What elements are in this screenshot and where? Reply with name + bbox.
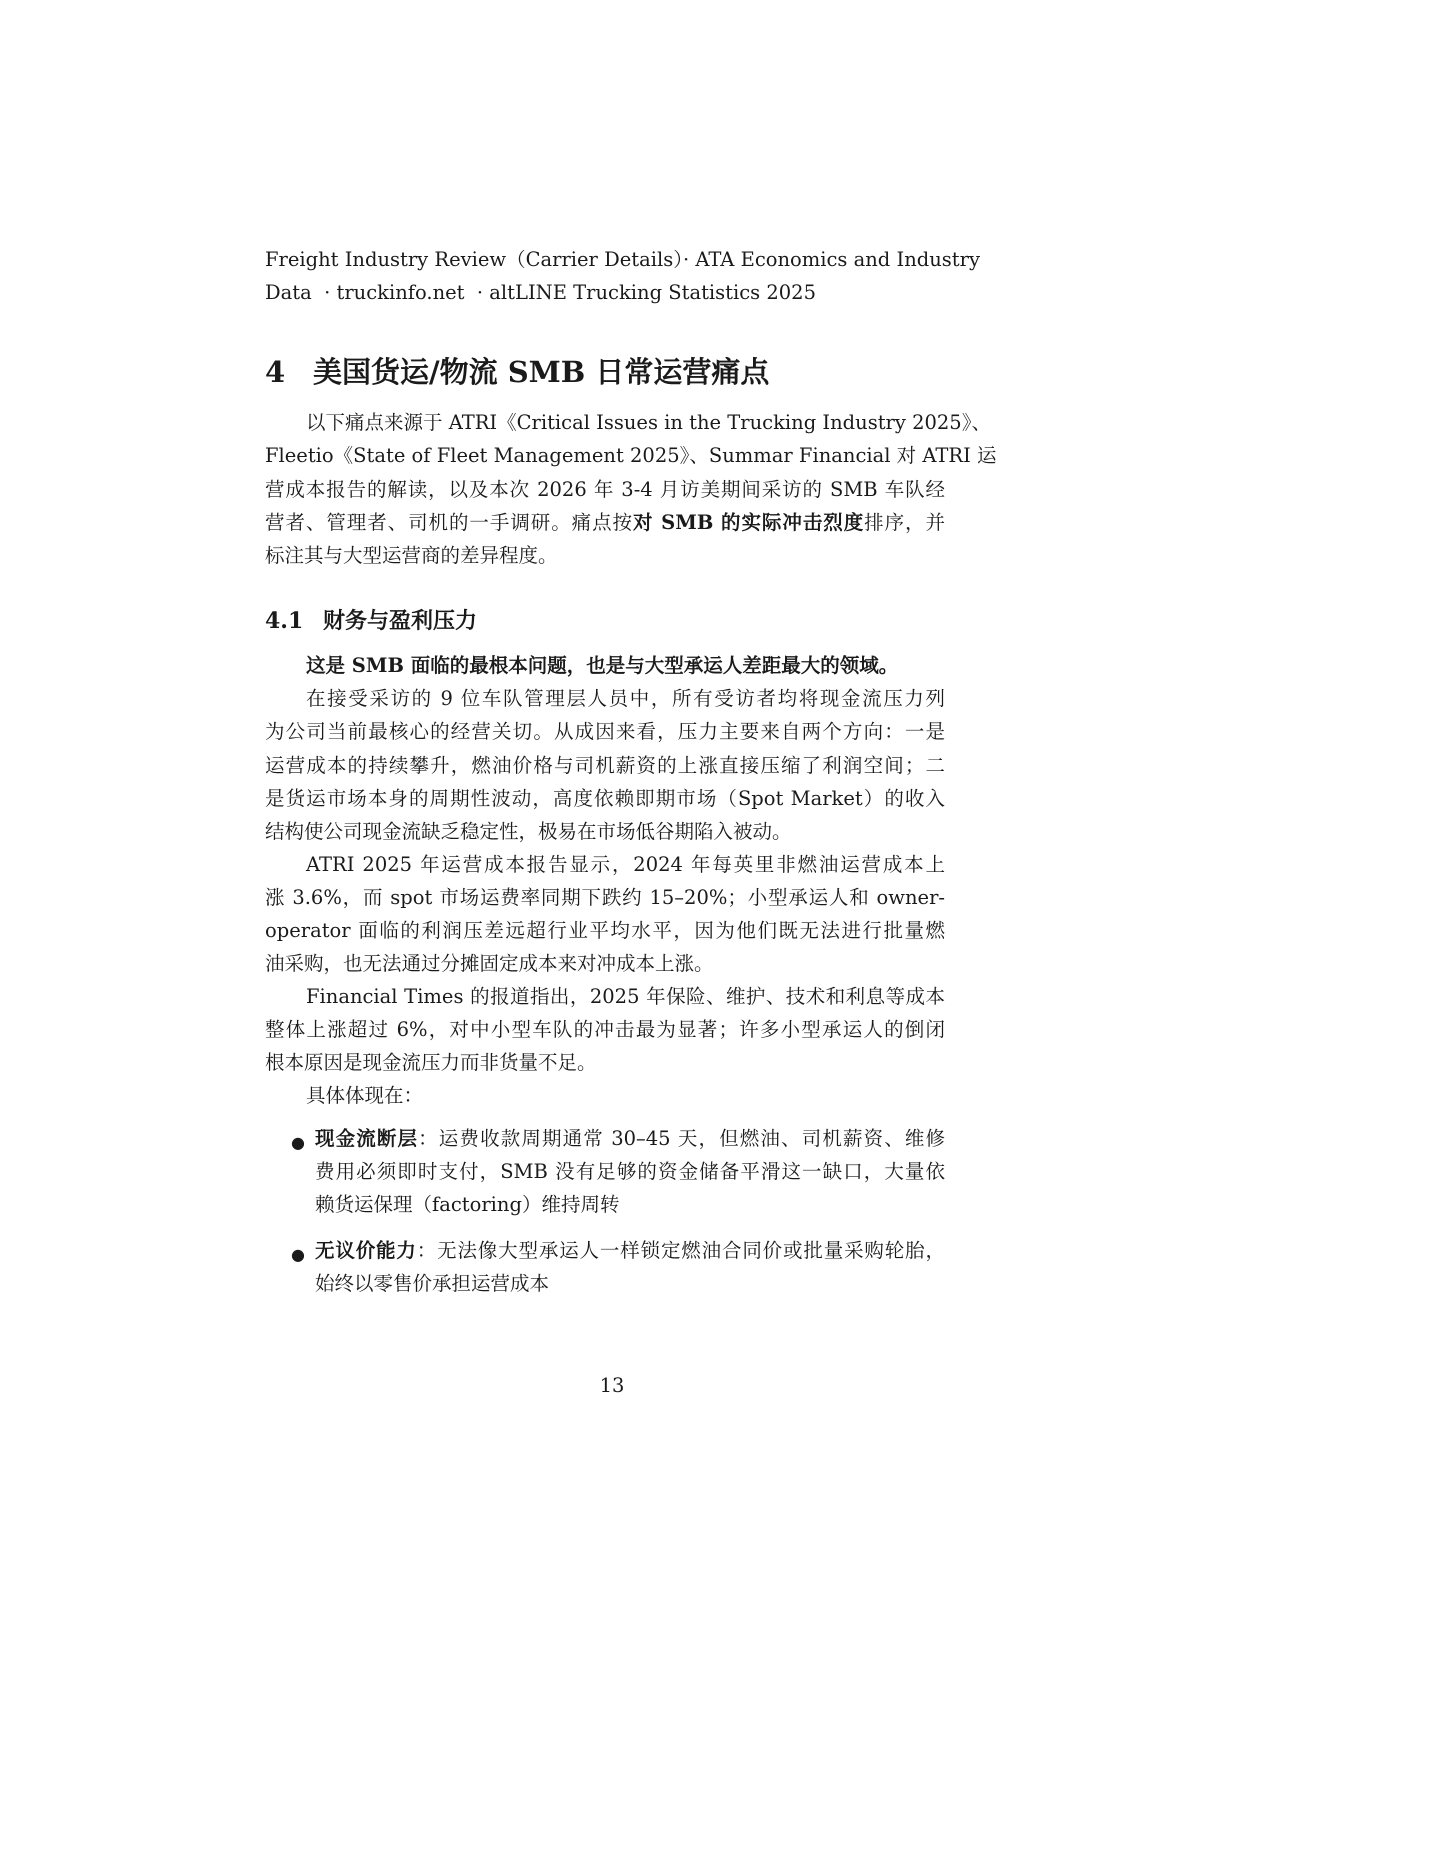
paragraph-line: Financial Times 的报道指出，2025 年保险、维护、技术和利息等成本 xyxy=(306,985,945,1008)
intro-line: 营成本报告的解读，以及本次 2026 年 3-4 月访美期间采访的 SMB 车队经 xyxy=(265,478,945,501)
list-item-text: ：无法像大型承运人一样锁定燃油合同价或批量采购轮胎， xyxy=(416,1239,945,1262)
list-item-line: 赖货运保理（factoring）维持周转 xyxy=(315,1193,620,1216)
section-title: 美国货运/物流 SMB 日常运营痛点 xyxy=(313,355,770,389)
paragraph-line: 在接受采访的 9 位车队管理层人员中，所有受访者均将现金流压力列 xyxy=(306,687,945,710)
paragraph-line: 为公司当前最核心的经营关切。从成因来看，压力主要来自两个方向：一是 xyxy=(265,720,945,743)
page-number: 13 xyxy=(599,1374,625,1397)
paragraph-line: 结构使公司现金流缺乏稳定性，极易在市场低谷期陷入被动。 xyxy=(265,820,792,843)
list-item-line xyxy=(315,1129,945,1149)
list-item-term: 无议价能力 xyxy=(315,1239,417,1262)
list-item-line: 费用必须即时支付，SMB 没有足够的资金储备平滑这一缺口，大量依 xyxy=(315,1160,945,1183)
intro-emphasis: 对 SMB 的实际冲击烈度 xyxy=(632,511,865,534)
lead-sentence: 这是 SMB 面临的最根本问题，也是与大型承运人差距最大的领域。 xyxy=(306,654,899,677)
paragraph-line: 根本原因是现金流压力而非货量不足。 xyxy=(265,1051,597,1074)
intro-line: 以下痛点来源于 ATRI《Critical Issues in the Trucking Industry 2025》、 xyxy=(306,411,991,434)
intro-line: 标注其与大型运营商的差异程度。 xyxy=(265,544,558,567)
paragraph-line: 涨 3.6%，而 spot 市场运费率同期下跌约 15–20%；小型承运人和 owner- xyxy=(265,886,945,909)
list-item-term: 现金流断层 xyxy=(315,1127,419,1150)
paragraph-line: 油采购，也无法通过分摊固定成本来对冲成本上涨。 xyxy=(265,952,714,975)
paragraph-line: 运营成本的持续攀升，燃油价格与司机薪资的上涨直接压缩了利润空间；二 xyxy=(265,754,945,777)
paragraph-line: ATRI 2025 年运营成本报告显示，2024 年每英里非燃油运营成本上 xyxy=(306,853,945,876)
reference-line: Data · truckinfo.net · altLINE Trucking Statistics 2025 xyxy=(265,281,816,304)
list-item-line xyxy=(315,1241,945,1261)
section-heading xyxy=(265,350,769,391)
intro-text: 营者、管理者、司机的一手调研。痛点按 xyxy=(265,511,633,534)
list-item-line: 始终以零售价承担运营成本 xyxy=(315,1272,550,1295)
intro-line: Fleetio《State of Fleet Management 2025》、Summar Financial 对 ATRI 运 xyxy=(265,444,997,467)
paragraph-line: operator 面临的利润压差远超行业平均水平，因为他们既无法进行批量燃 xyxy=(265,919,945,942)
paragraph-line: 整体上涨超过 6%，对中小型车队的冲击最为显著；许多小型承运人的倒闭 xyxy=(265,1018,945,1041)
intro-text: 排序，并 xyxy=(864,511,945,534)
paragraph-line: 是货运市场本身的周期性波动，高度依赖即期市场（Spot Market）的收入 xyxy=(265,787,945,810)
page-body xyxy=(265,0,997,1584)
reference-line: Freight Industry Review（Carrier Details）· ATA Economics and Industry xyxy=(265,248,980,271)
paragraph-line: 具体体现在： xyxy=(306,1084,424,1107)
bullet-icon: ● xyxy=(291,1245,305,1264)
intro-line xyxy=(265,513,945,533)
subsection-title: 财务与盈利压力 xyxy=(323,608,478,634)
subsection-heading xyxy=(265,604,477,635)
bullet-icon: ● xyxy=(291,1133,305,1152)
section-number: 4 xyxy=(265,355,286,389)
list-item-text: ：运费收款周期通常 30–45 天，但燃油、司机薪资、维修 xyxy=(418,1127,945,1150)
subsection-number: 4.1 xyxy=(265,608,304,634)
